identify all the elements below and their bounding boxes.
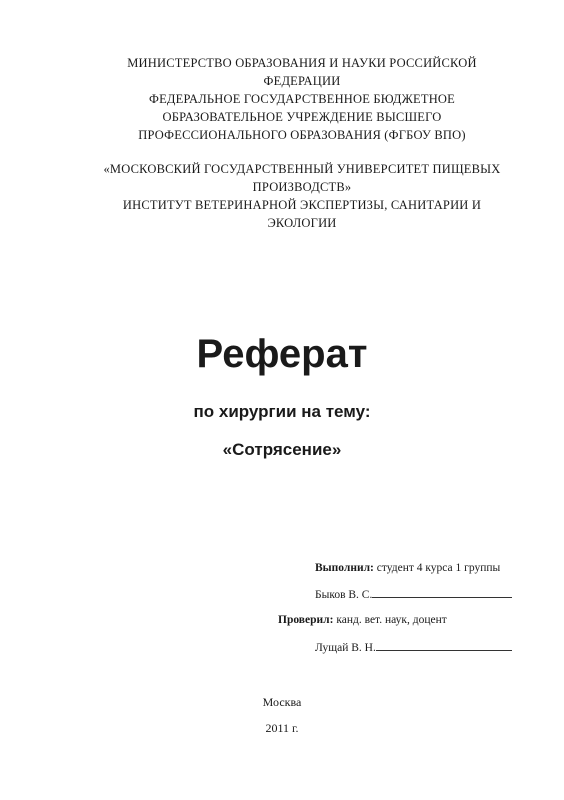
header-line: ФЕДЕРАЛЬНОЕ ГОСУДАРСТВЕННОЕ БЮДЖЕТНОЕ xyxy=(149,92,455,106)
checked-label: Проверил: xyxy=(278,614,334,626)
ministry-header xyxy=(60,54,544,144)
header-line: ИНСТИТУТ ВЕТЕРИНАРНОЙ ЭКСПЕРТИЗЫ, САНИТАРИИ И xyxy=(122,198,482,212)
year: 2011 г. xyxy=(265,721,299,735)
signature-line xyxy=(372,586,512,598)
header-line: ФЕДЕРАЦИИ xyxy=(263,74,341,88)
university-header xyxy=(60,160,544,232)
header-line: ЭКОЛОГИИ xyxy=(267,216,337,230)
document-title: Реферат xyxy=(196,332,368,376)
header-line: «МОСКОВСКИЙ ГОСУДАРСТВЕННЫЙ УНИВЕРСИТЕТ ПИЩЕВЫХ xyxy=(103,162,501,176)
header-line: ОБРАЗОВАТЕЛЬНОЕ УЧРЕЖДЕНИЕ ВЫСШЕГО xyxy=(162,110,442,124)
city: Москва xyxy=(262,695,302,709)
student-name: Быков В. С. xyxy=(315,589,373,601)
performed-label: Выполнил: xyxy=(315,562,374,574)
document-topic: «Сотрясение» xyxy=(222,440,342,459)
teacher-signature-row xyxy=(315,639,512,656)
performed-value: студент 4 курса 1 группы xyxy=(376,562,501,574)
header-line: ПРОФЕССИОНАЛЬНОГО ОБРАЗОВАНИЯ (ФГБОУ ВПО) xyxy=(138,128,466,142)
teacher-name: Лущай В. Н. xyxy=(315,642,376,654)
checked-value: канд. вет. наук, доцент xyxy=(336,614,447,626)
document-subtitle: по хирургии на тему: xyxy=(193,402,371,421)
signature-line xyxy=(376,639,512,651)
checked-by-row xyxy=(278,612,447,628)
performed-by-row xyxy=(315,560,500,576)
student-signature-row xyxy=(315,586,512,603)
header-line: МИНИСТЕРСТВО ОБРАЗОВАНИЯ И НАУКИ РОССИЙСКОЙ xyxy=(127,56,477,70)
header-line: ПРОИЗВОДСТВ» xyxy=(252,180,352,194)
